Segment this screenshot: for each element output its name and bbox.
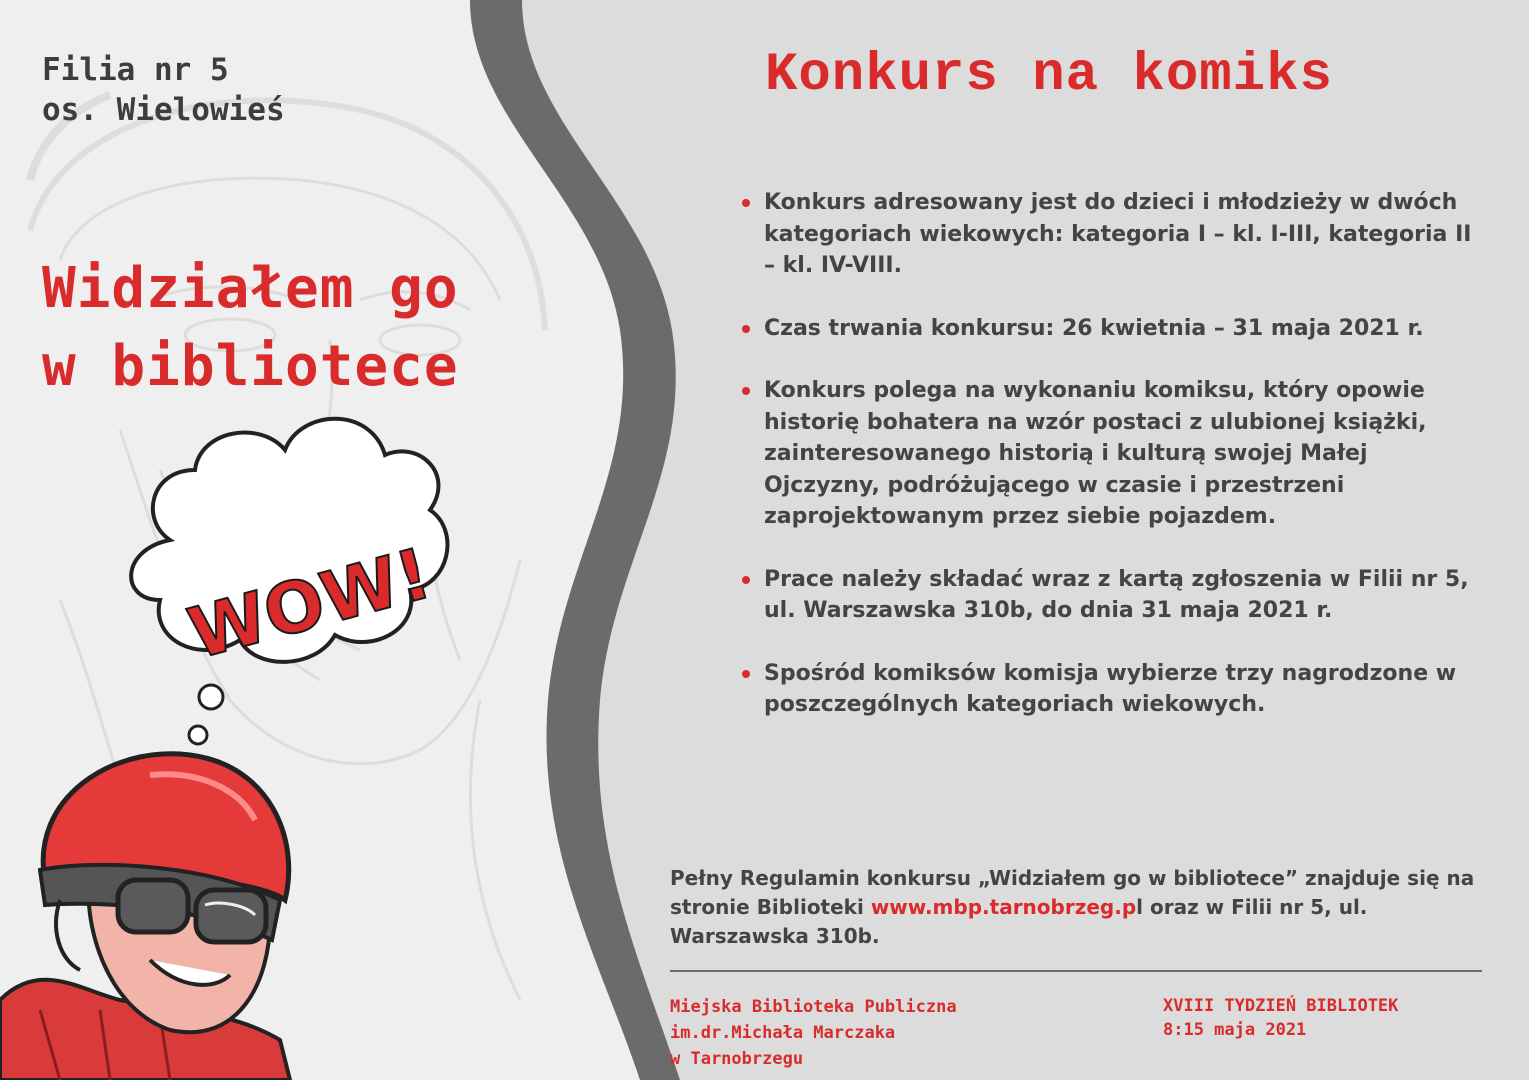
library-name-line-1: Miejska Biblioteka Publiczna xyxy=(670,997,957,1017)
branch-district: os. Wielowieś xyxy=(42,92,285,128)
rule-item: Prace należy składać wraz z kartą zgłoszenia w Filii nr 5, ul. Warszawska 310b, do dnia 31 maja 2021 r. xyxy=(740,564,1480,627)
rules-list xyxy=(740,187,1480,721)
regulations-note-text: Pełny Regulamin konkursu „Widziałem go w bibliotece” znajduje się na stronie Biblioteki xyxy=(670,866,1475,919)
rule-item: Konkurs polega na wykonaniu komiksu, który opowie historię bohatera na wzór postaci z ulubionej książki, zainteresowanego historią i kulturą swojej Małej Ojczyzny, podróżującego w czasie i przestrzeni zaprojektowanym przez siebie pojazdem. xyxy=(740,375,1480,533)
library-website-link[interactable]: www.mbp.tarnobrzeg.p xyxy=(870,895,1137,919)
main-title-line-2: w bibliotece xyxy=(42,334,459,399)
contest-title: Konkurs na komiks xyxy=(765,45,1333,106)
left-panel-artwork xyxy=(0,0,700,1080)
library-name-line-2: im.dr.Michała Marczaka xyxy=(670,1023,896,1043)
library-name xyxy=(670,994,957,1072)
main-title-line-1: Widziałem go xyxy=(42,256,459,321)
library-name-line-3: w Tarnobrzegu xyxy=(670,1049,804,1069)
rule-item: Konkurs adresowany jest do dzieci i młodzieży w dwóch kategoriach wiekowych: kategoria I – kl. I-III, kategoria II – kl. IV-VIII. xyxy=(740,187,1480,282)
branch-address xyxy=(42,50,285,130)
wow-text: WOW! xyxy=(180,532,440,676)
regulations-note-text-end: l oraz w Filii nr 5, ul. Warszawska 310b. xyxy=(670,895,1368,948)
rule-item: Spośród komiksów komisja wybierze trzy nagrodzone w poszczególnych kategoriach wiekowych. xyxy=(740,658,1480,721)
library-week-title: XVIII TYDZIEŃ BIBLIOTEK xyxy=(1163,996,1399,1016)
library-week xyxy=(1163,994,1398,1042)
branch-name: Filia nr 5 xyxy=(42,52,229,88)
library-week-dates: 8:15 maja 2021 xyxy=(1163,1020,1307,1040)
main-title xyxy=(42,250,642,406)
rule-item: Czas trwania konkursu: 26 kwietnia – 31 maja 2021 r. xyxy=(740,313,1480,345)
regulations-note xyxy=(670,864,1490,951)
footer-divider xyxy=(670,970,1482,972)
